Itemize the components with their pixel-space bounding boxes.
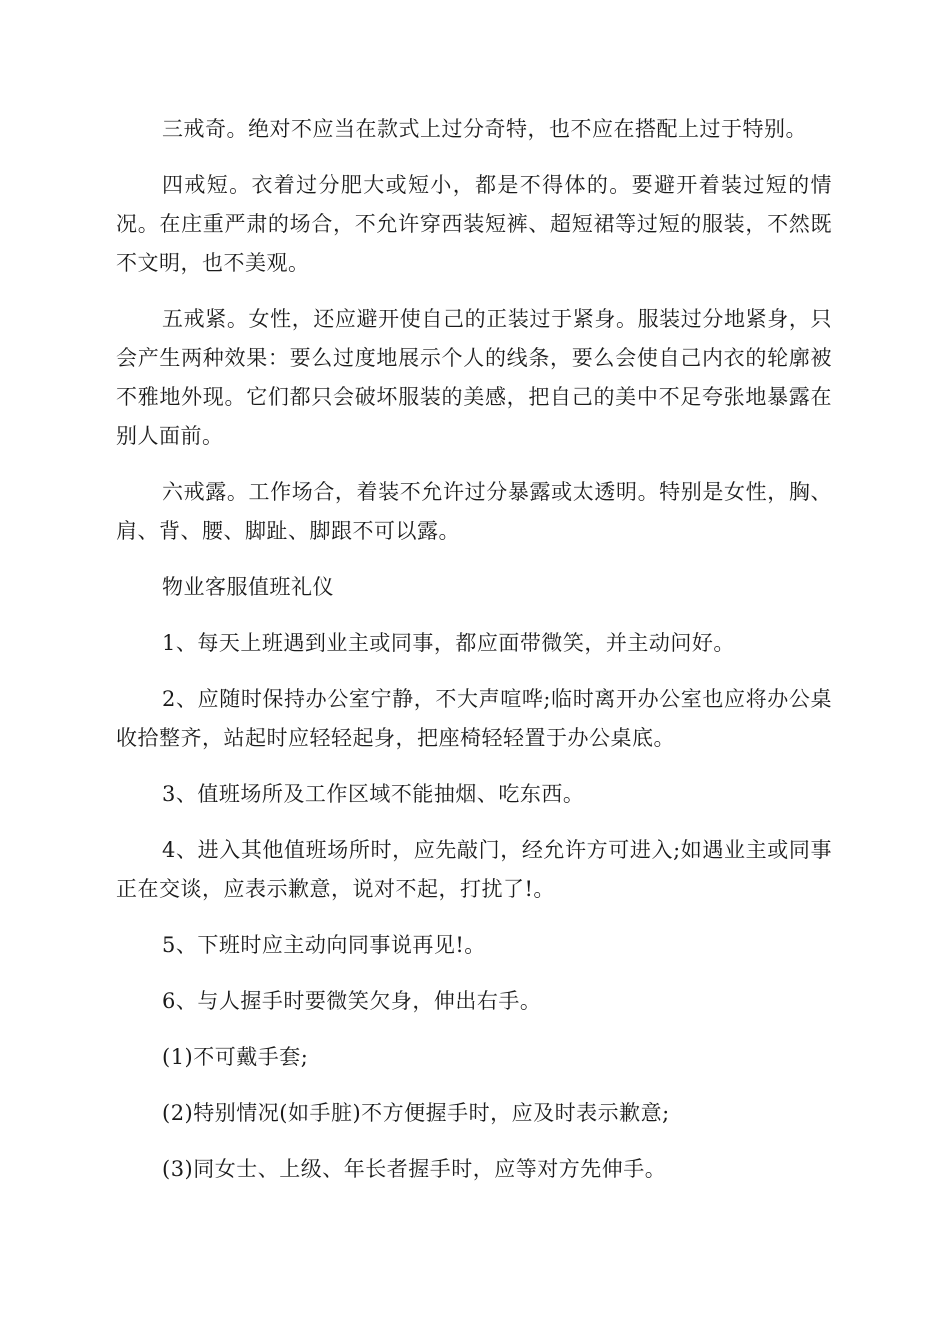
- paragraph-duty-rule-4: 4、进入其他值班场所时，应先敲门，经允许方可进入;如遇业主或同事正在交谈，应表示歉意，说对不起，打扰了!。: [116, 838, 832, 901]
- paragraph-dress-rule-4: 四戒短。衣着过分肥大或短小，都是不得体的。要避开着装过短的情况。在庄重严肃的场合，不允许穿西装短裤、超短裙等过短的服装，不然既不文明，也不美观。: [116, 173, 832, 275]
- paragraph-duty-rule-1: 1、每天上班遇到业主或同事，都应面带微笑，并主动问好。: [162, 631, 735, 655]
- paragraph-dress-rule-5: 五戒紧。女性，还应避开使自己的正装过于紧身。服装过分地紧身，只会产生两种效果：要么过度地展示个人的线条，要么会使自己内衣的轮廓被不雅地外现。它们都只会破坏服装的美感，把自己的美中不足夸张地暴露在别人面前。: [116, 307, 832, 448]
- paragraph-duty-rule-3: 3、值班场所及工作区域不能抽烟、吃东西。: [162, 782, 585, 806]
- paragraph-dress-rule-3: 三戒奇。绝对不应当在款式上过分奇特，也不应在搭配上过于特别。: [162, 117, 807, 141]
- paragraph-dress-rule-6: 六戒露。工作场合，着装不允许过分暴露或太透明。特别是女性，胸、肩、背、腰、脚趾、脚跟不可以露。: [116, 480, 832, 543]
- paragraph-duty-rule-6: 6、与人握手时要微笑欠身，伸出右手。: [162, 989, 542, 1013]
- paragraph-duty-rule-2: 2、应随时保持办公室宁静，不大声喧哗;临时离开办公室也应将办公桌收拾整齐，站起时应轻轻起身，把座椅轻轻置于办公桌底。: [116, 687, 832, 750]
- handshake-item-2: (2)特别情况(如手脏)不方便握手时，应及时表示歉意;: [162, 1101, 670, 1125]
- document-body: [116, 110, 832, 1206]
- paragraph-duty-rule-5: 5、下班时应主动向同事说再见!。: [162, 933, 486, 957]
- section-heading: 物业客服值班礼仪: [162, 575, 334, 599]
- handshake-item-1: (1)不可戴手套;: [162, 1045, 309, 1069]
- handshake-item-3: (3)同女士、上级、年长者握手时，应等对方先伸手。: [162, 1157, 667, 1181]
